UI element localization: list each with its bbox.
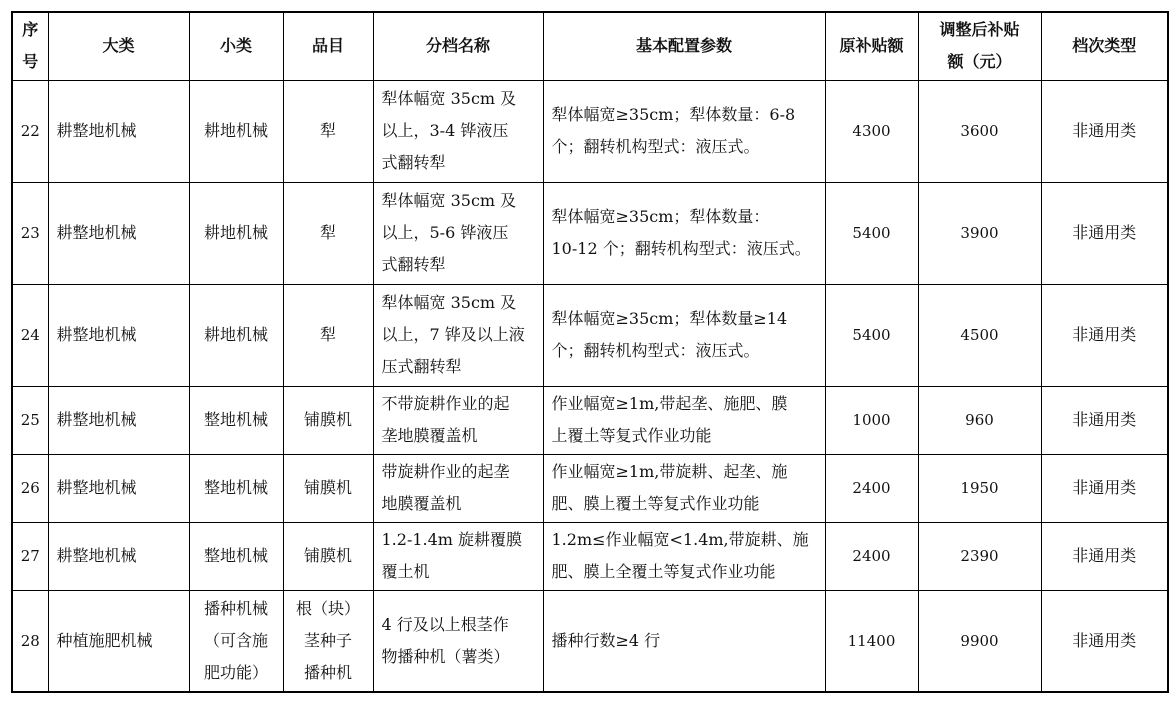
cell-type: 非通用类	[1041, 522, 1168, 590]
header-row	[12, 12, 1168, 80]
cell-params-line: 犁体幅宽≥35cm；犁体数量：	[551, 207, 770, 226]
cell-grade-line: 物播种机（薯类）	[381, 646, 510, 666]
cell-grade-line: 犁体幅宽 35cm 及	[381, 89, 517, 108]
cell-type: 非通用类	[1041, 454, 1168, 522]
cell-grade-line: 1.2-1.4m 旋耕覆膜	[381, 530, 523, 549]
cell-subcategory: 整地机械	[189, 386, 283, 454]
cell-subcategory-line: 肥功能）	[203, 662, 268, 682]
cell-grade-line: 垄地膜覆盖机	[381, 426, 478, 445]
cell-grade	[373, 590, 543, 692]
cell-item: 犁	[283, 284, 373, 386]
cell-category: 耕整地机械	[48, 182, 189, 284]
cell-grade-line: 覆土机	[381, 562, 430, 581]
cell-params-line: 作业幅宽≥1m,带起垄、施肥、膜	[551, 394, 788, 413]
cell-subcategory: 整地机械	[189, 522, 283, 590]
header-grade: 分档名称	[373, 12, 543, 80]
cell-item-line: 播种机	[303, 662, 352, 682]
cell-subcategory: 耕地机械	[189, 284, 283, 386]
cell-params-line: 播种行数≥4 行	[551, 630, 661, 650]
cell-grade-line: 不带旋耕作业的起	[381, 394, 510, 413]
cell-subcategory	[189, 590, 283, 692]
cell-type: 非通用类	[1041, 80, 1168, 182]
cell-params-line: 个；翻转机构型式：液压式。	[551, 341, 760, 360]
cell-seq: 28	[12, 590, 48, 692]
cell-subcategory-line: 播种机械	[203, 598, 268, 618]
header-seq: 序 号	[12, 12, 48, 80]
cell-original: 5400	[825, 182, 918, 284]
subsidy-table	[11, 11, 1169, 693]
cell-adjusted: 4500	[918, 284, 1041, 386]
cell-subcategory: 耕地机械	[189, 80, 283, 182]
cell-item-line: 茎种子	[303, 630, 352, 650]
cell-params	[543, 590, 825, 692]
cell-grade	[373, 284, 543, 386]
cell-original: 2400	[825, 454, 918, 522]
table-row	[12, 80, 1168, 182]
header-subcategory: 小类	[189, 12, 283, 80]
cell-item: 铺膜机	[283, 522, 373, 590]
cell-params	[543, 182, 825, 284]
cell-item-line: 根（块）	[295, 598, 360, 618]
cell-item	[283, 590, 373, 692]
cell-seq: 25	[12, 386, 48, 454]
cell-grade	[373, 522, 543, 590]
header-category: 大类	[48, 12, 189, 80]
header-params: 基本配置参数	[543, 12, 825, 80]
cell-item: 铺膜机	[283, 454, 373, 522]
cell-type: 非通用类	[1041, 386, 1168, 454]
cell-grade-line: 以上，3-4 铧液压	[381, 121, 509, 140]
header-type: 档次类型	[1041, 12, 1168, 80]
cell-params-line: 犁体幅宽≥35cm；犁体数量：6-8	[551, 105, 796, 124]
cell-params	[543, 386, 825, 454]
cell-category: 耕整地机械	[48, 80, 189, 182]
cell-type: 非通用类	[1041, 284, 1168, 386]
cell-original: 1000	[825, 386, 918, 454]
cell-original: 4300	[825, 80, 918, 182]
cell-original: 11400	[825, 590, 918, 692]
table-row	[12, 590, 1168, 692]
cell-grade-line: 犁体幅宽 35cm 及	[381, 191, 517, 210]
cell-adjusted: 3900	[918, 182, 1041, 284]
table-row	[12, 454, 1168, 522]
cell-grade-line: 压式翻转犁	[381, 357, 462, 376]
cell-adjusted: 9900	[918, 590, 1041, 692]
cell-seq: 23	[12, 182, 48, 284]
cell-category: 种植施肥机械	[48, 590, 189, 692]
cell-adjusted: 3600	[918, 80, 1041, 182]
cell-grade	[373, 386, 543, 454]
cell-original: 2400	[825, 522, 918, 590]
cell-grade	[373, 80, 543, 182]
cell-item: 犁	[283, 80, 373, 182]
cell-category: 耕整地机械	[48, 454, 189, 522]
cell-params	[543, 454, 825, 522]
cell-seq: 27	[12, 522, 48, 590]
cell-item: 铺膜机	[283, 386, 373, 454]
cell-adjusted: 960	[918, 386, 1041, 454]
cell-subcategory: 整地机械	[189, 454, 283, 522]
cell-params-line: 上覆土等复式作业功能	[551, 426, 712, 445]
cell-params-line: 个；翻转机构型式：液压式。	[551, 137, 760, 156]
table-row	[12, 522, 1168, 590]
cell-grade-line: 犁体幅宽 35cm 及	[381, 293, 517, 312]
header-original: 原补贴额	[825, 12, 918, 80]
cell-params	[543, 522, 825, 590]
cell-params-line: 10-12 个；翻转机构型式：液压式。	[551, 239, 811, 258]
cell-grade	[373, 182, 543, 284]
cell-grade-line: 带旋耕作业的起垄	[381, 462, 510, 481]
cell-grade-line: 式翻转犁	[381, 153, 446, 172]
cell-seq: 24	[12, 284, 48, 386]
table-row	[12, 386, 1168, 454]
cell-type: 非通用类	[1041, 182, 1168, 284]
header-item: 品目	[283, 12, 373, 80]
cell-params	[543, 284, 825, 386]
cell-grade-line: 式翻转犁	[381, 255, 446, 274]
cell-seq: 26	[12, 454, 48, 522]
cell-adjusted: 1950	[918, 454, 1041, 522]
cell-subcategory-line: （可含施	[203, 630, 268, 650]
cell-params-line: 1.2m≤作业幅宽<1.4m,带旋耕、施	[551, 530, 809, 549]
cell-params-line: 作业幅宽≥1m,带旋耕、起垄、施	[551, 462, 788, 481]
table-row	[12, 284, 1168, 386]
cell-category: 耕整地机械	[48, 522, 189, 590]
cell-params	[543, 80, 825, 182]
cell-grade	[373, 454, 543, 522]
cell-params-line: 犁体幅宽≥35cm；犁体数量≥14	[551, 309, 788, 328]
header-adjusted: 调整后补贴 额（元）	[918, 12, 1041, 80]
cell-grade-line: 以上，7 铧及以上液	[381, 325, 525, 344]
cell-adjusted: 2390	[918, 522, 1041, 590]
cell-subcategory: 耕地机械	[189, 182, 283, 284]
cell-item: 犁	[283, 182, 373, 284]
cell-category: 耕整地机械	[48, 386, 189, 454]
cell-category: 耕整地机械	[48, 284, 189, 386]
cell-seq: 22	[12, 80, 48, 182]
table-row	[12, 182, 1168, 284]
cell-grade-line: 地膜覆盖机	[381, 494, 462, 513]
cell-grade-line: 4 行及以上根茎作	[381, 614, 509, 634]
cell-type: 非通用类	[1041, 590, 1168, 692]
cell-params-line: 肥、膜上覆土等复式作业功能	[551, 494, 760, 513]
cell-grade-line: 以上，5-6 铧液压	[381, 223, 509, 242]
cell-original: 5400	[825, 284, 918, 386]
cell-params-line: 肥、膜上全覆土等复式作业功能	[551, 562, 776, 581]
